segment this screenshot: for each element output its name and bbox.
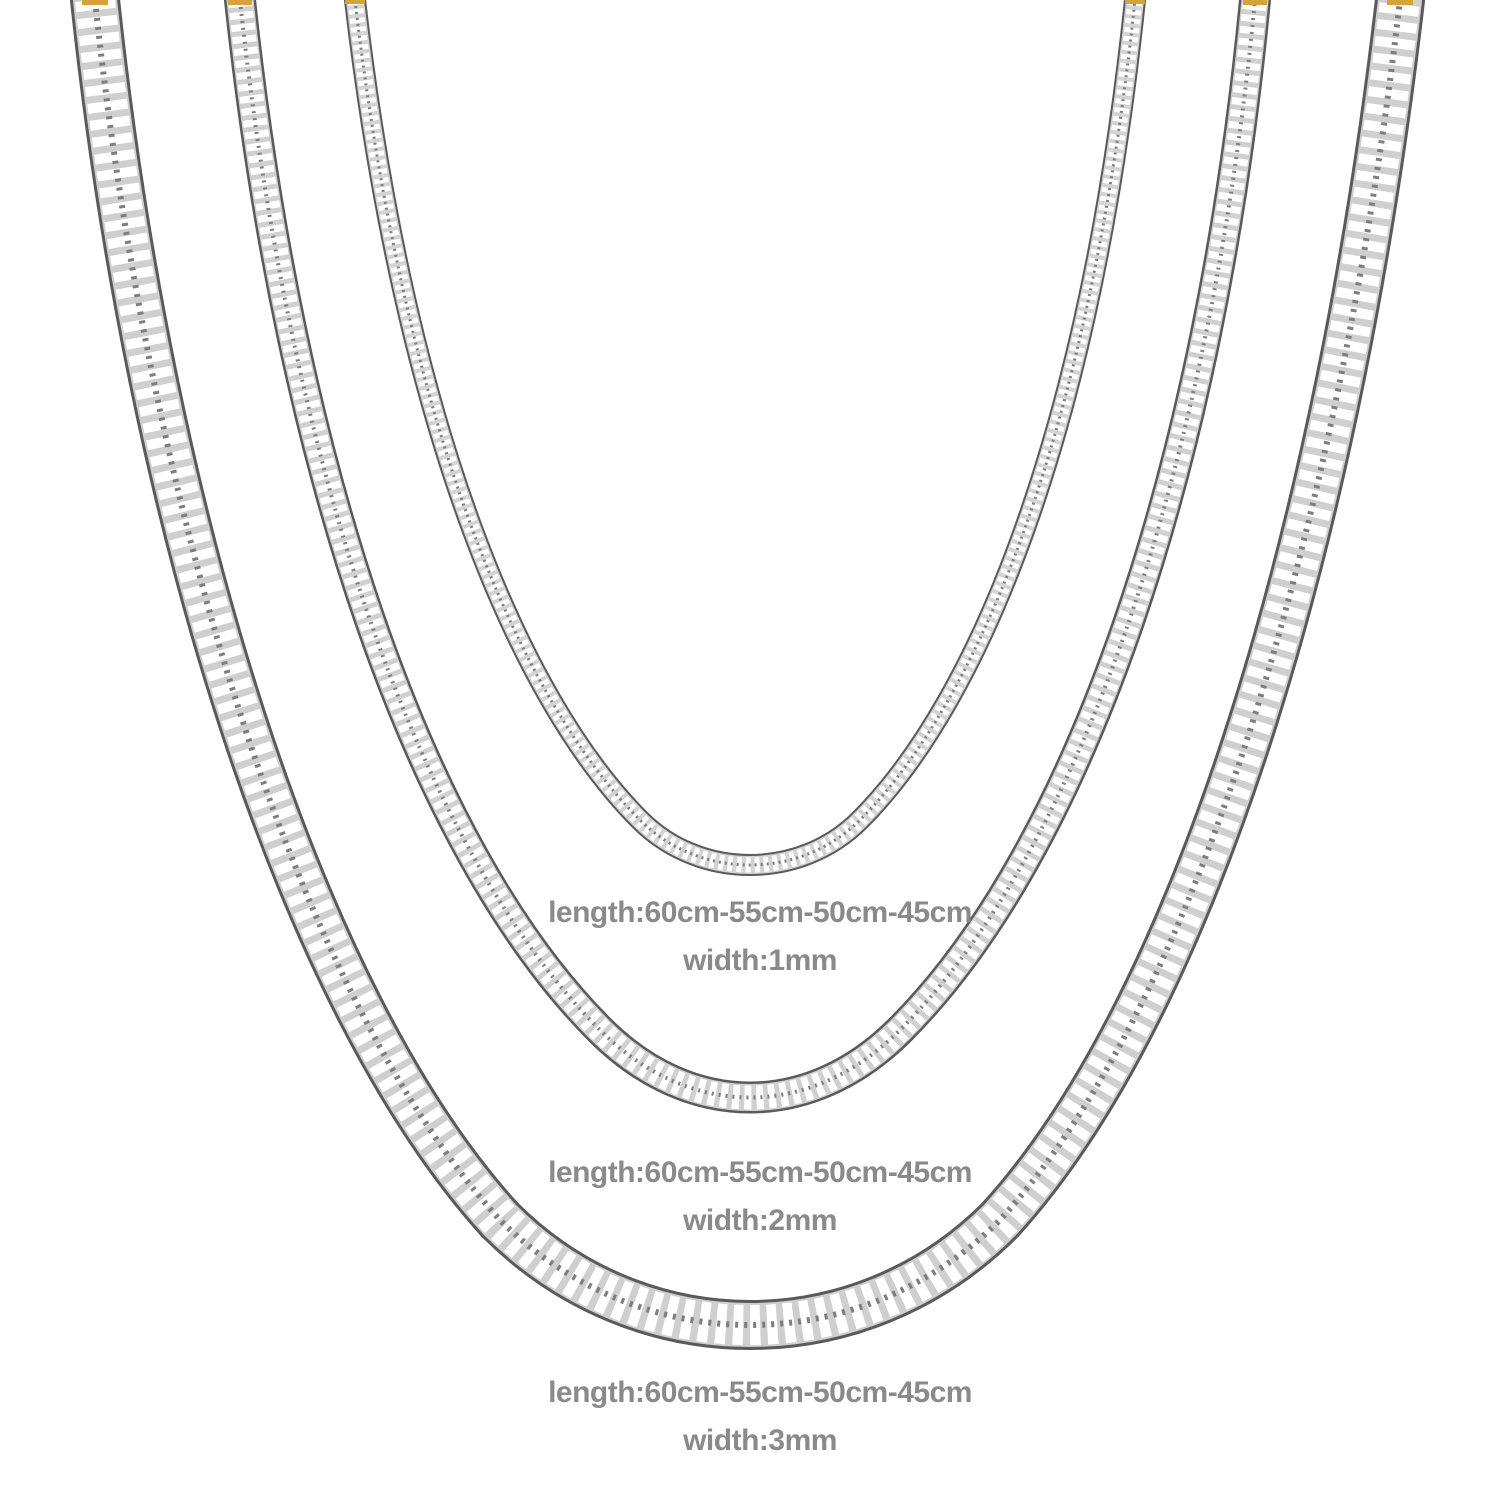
chain-1mm [355, 0, 1135, 865]
chain-2mm-length: length:60cm-55cm-50cm-45cm [548, 1156, 972, 1189]
chain-1mm-label [0, 898, 1500, 976]
chain-2mm-width: width:2mm [683, 1204, 837, 1237]
chain-3mm [95, 0, 1400, 1325]
clasp-tips [82, 0, 1413, 5]
chain-1mm-width: width:1mm [683, 944, 837, 977]
chain-1mm-length: length:60cm-55cm-50cm-45cm [548, 896, 972, 929]
chain-3mm-width: width:3mm [683, 1424, 837, 1457]
chain-3mm-label [0, 1378, 1500, 1456]
chain-2mm-label [0, 1158, 1500, 1236]
chain-3mm-length: length:60cm-55cm-50cm-45cm [548, 1376, 972, 1409]
